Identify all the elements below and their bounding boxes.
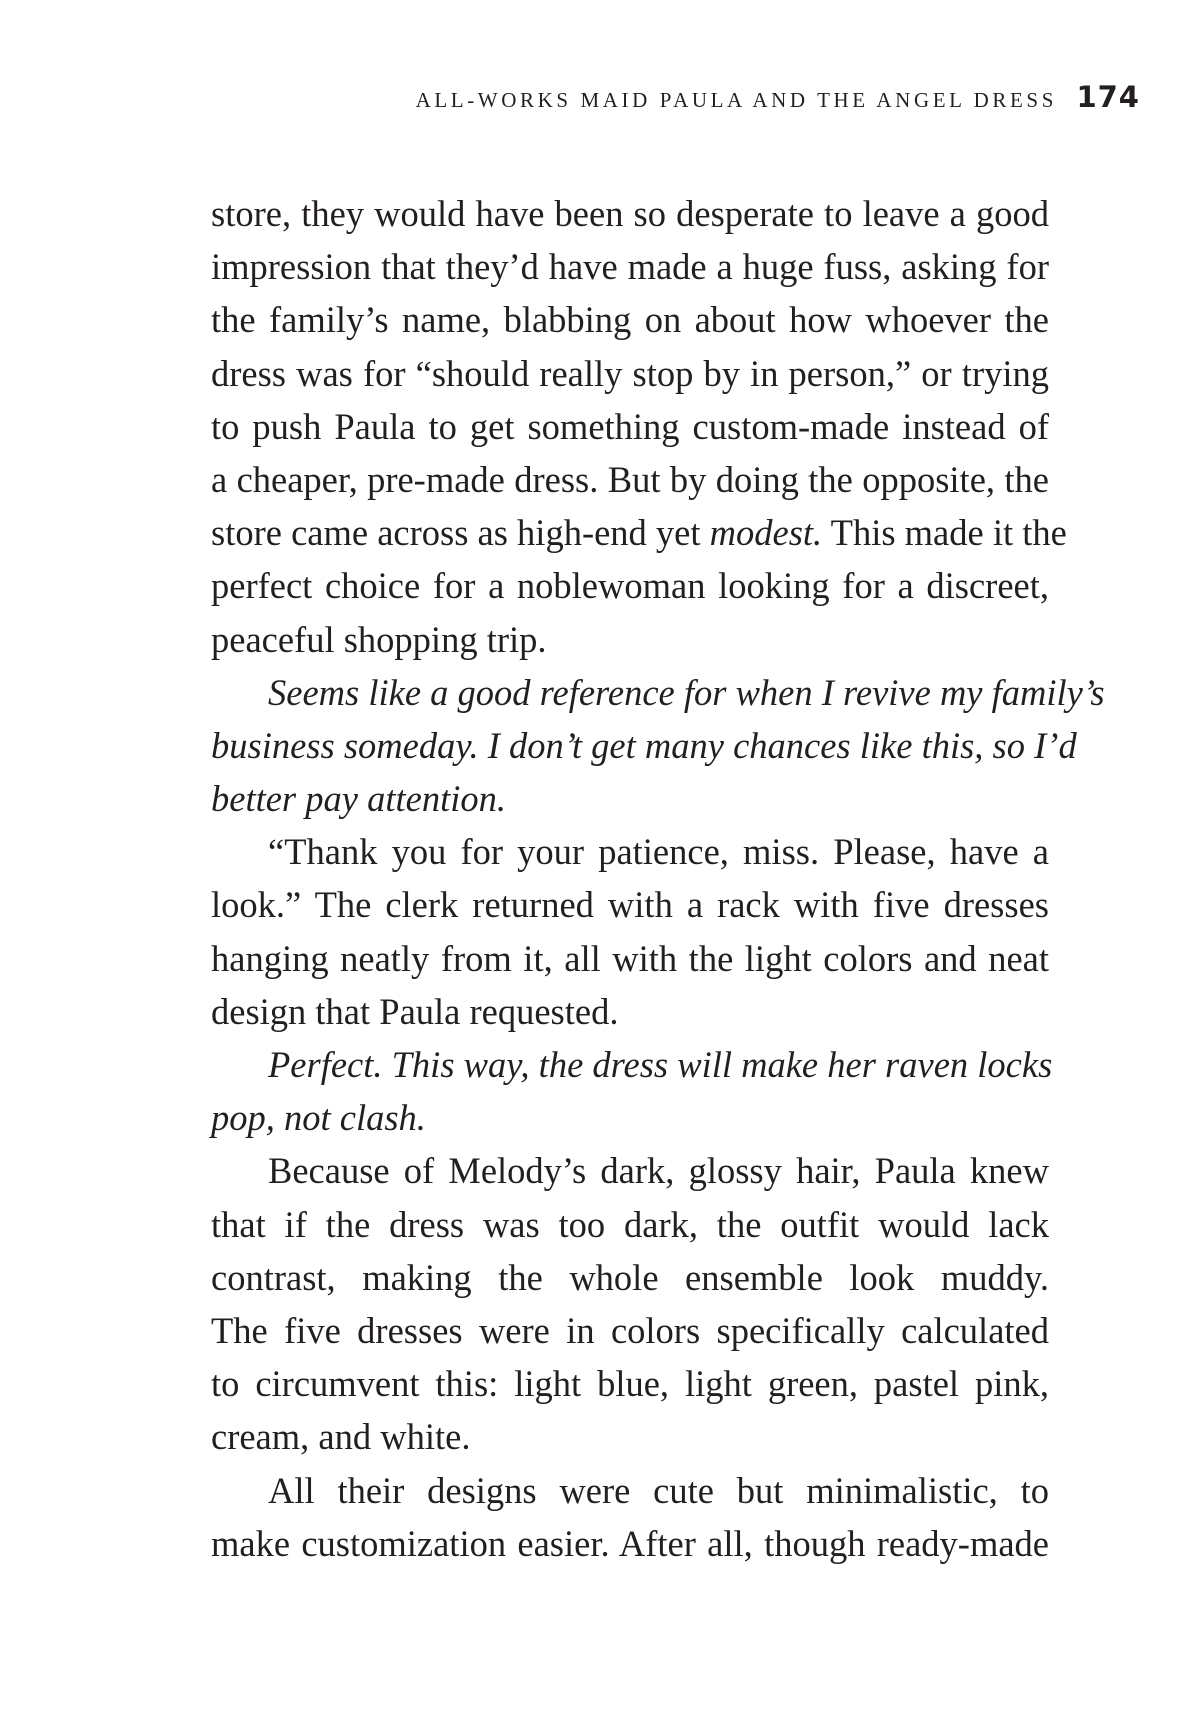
text-line-mixed: [211, 506, 1067, 559]
text-line: impression that they’d have made a huge fuss, asking for: [211, 246, 1049, 288]
mixed-after: This made it the: [822, 512, 1067, 554]
body-text: [211, 187, 1105, 1570]
page-number: 174: [1076, 80, 1140, 114]
text-line: cream, and white.: [211, 1416, 471, 1458]
thought-line: better pay attention.: [211, 778, 506, 820]
text-line: make customization easier. After all, though ready-made: [211, 1522, 1049, 1564]
dialogue-line: “Thank you for your patience, miss. Please, have a: [268, 831, 1049, 873]
text-line: that if the dress was too dark, the outfit would lack: [211, 1203, 1049, 1245]
text-line: peaceful shopping trip.: [211, 618, 547, 660]
thought-line: Seems like a good reference for when I revive my family’s: [268, 671, 1105, 713]
running-title: ALL-WORKS MAID PAULA AND THE ANGEL DRESS: [415, 88, 1057, 112]
text-line: hanging neatly from it, all with the light colors and neat: [211, 937, 1049, 979]
text-line: All their designs were cute but minimalistic, to: [268, 1469, 1049, 1511]
thought-line: pop, not clash.: [211, 1097, 426, 1139]
thought-line: business someday. I don’t get many chances like this, so I’d: [211, 724, 1077, 766]
text-line: design that Paula requested.: [211, 990, 619, 1032]
text-line: to circumvent this: light blue, light green, pastel pink,: [211, 1363, 1049, 1405]
text-line: a cheaper, pre-made dress. But by doing the opposite, the: [211, 458, 1049, 500]
text-line: look.” The clerk returned with a rack with five dresses: [211, 884, 1049, 926]
running-header: [210, 82, 1140, 122]
text-line: contrast, making the whole ensemble look muddy.: [211, 1256, 1049, 1298]
text-line: dress was for “should really stop by in person,” or trying: [211, 352, 1049, 394]
text-line: the family’s name, blabbing on about how whoever the: [211, 299, 1049, 341]
mixed-before: store came across as high-end yet: [211, 512, 710, 554]
text-line: Because of Melody’s dark, glossy hair, Paula knew: [268, 1150, 1049, 1192]
text-line: to push Paula to get something custom-made instead of: [211, 405, 1049, 447]
text-line: perfect choice for a noblewoman looking for a discreet,: [211, 565, 1049, 607]
text-line: store, they would have been so desperate to leave a good: [211, 193, 1049, 234]
thought-line: Perfect. This way, the dress will make her raven locks: [268, 1044, 1053, 1085]
emphasis-text: modest.: [709, 512, 823, 554]
text-line: The five dresses were in colors specifically calculated: [211, 1309, 1049, 1351]
